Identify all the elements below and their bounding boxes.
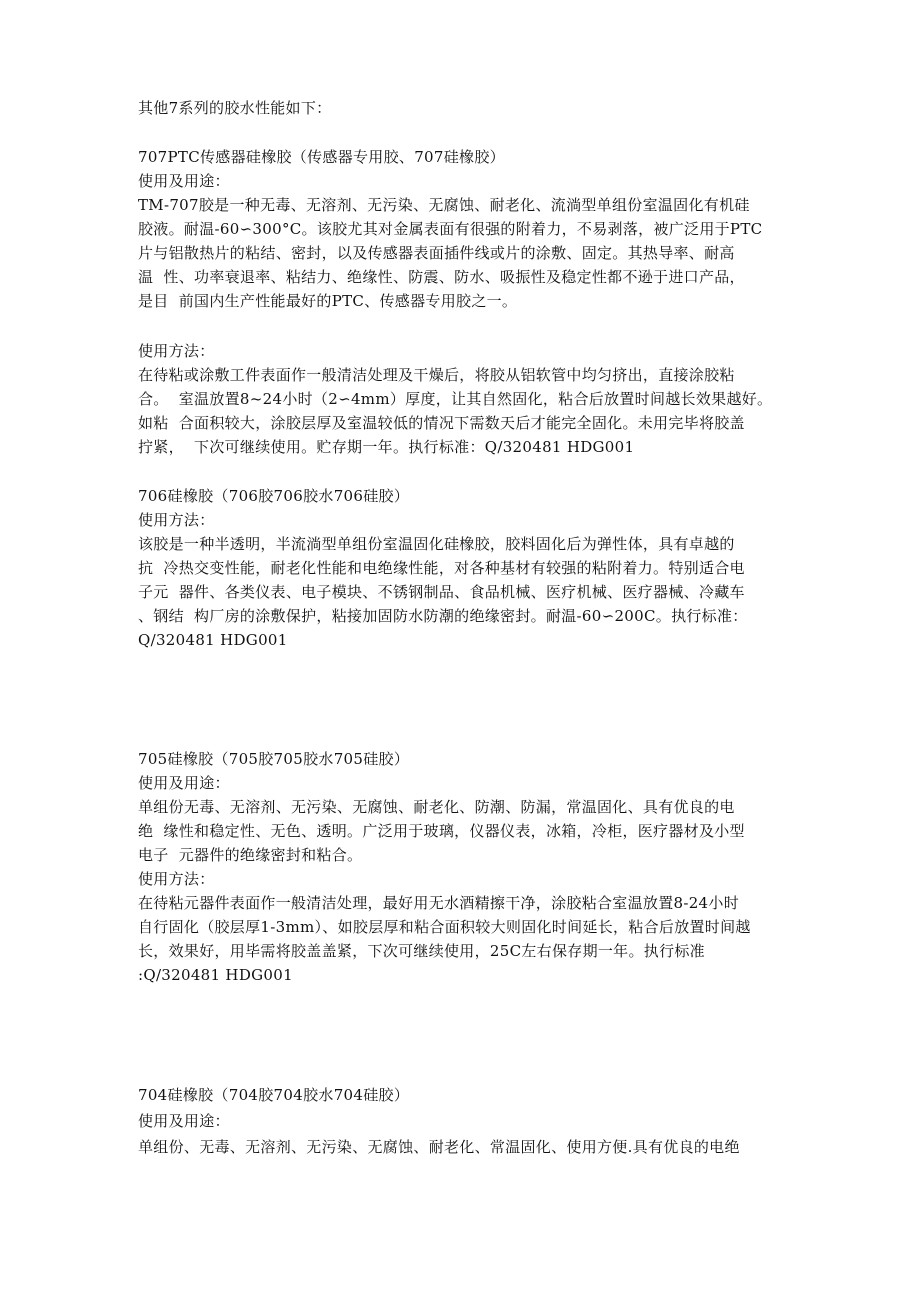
product-706-method-line: Q/320481 HDG001 <box>138 631 288 649</box>
product-704-usage-line: 单组份、无毒、无溶剂、无污染、无腐蚀、耐老化、常温固化、使用方便.具有优良的电绝 <box>138 1138 740 1156</box>
intro-line: 其他7系列的胶水性能如下： <box>138 99 332 117</box>
product-706-method-line: 子元 器件、各类仪表、电子模块、不锈钢制品、食品机械、医疗机械、医疗器械、冷藏车 <box>138 583 745 601</box>
product-705-method-line: :Q/320481 HDG001 <box>138 966 293 984</box>
product-707-usage-line: TM-707胶是一种无毒、无溶剂、无污染、无腐蚀、耐老化、流淌型单组份室温固化有机硅 <box>138 196 750 214</box>
product-707-usage-heading: 使用及用途： <box>138 172 230 190</box>
product-706-method-line: 该胶是一种半透明，半流淌型单组份室温固化硅橡胶，胶料固化后为弹性体，具有卓越的 <box>138 535 735 553</box>
product-705-method-line: 自行固化（胶层厚1-3mm）、如胶层厚和粘合面积较大则固化时间延长，粘合后放置时间越 <box>138 918 751 936</box>
product-707-method-line: 拧紧， 下次可继续使用。贮存期一年。执行标准：Q/320481 HDG001 <box>138 438 635 456</box>
product-705-usage-line: 单组份无毒、无溶剂、无污染、无腐蚀、耐老化、防潮、防漏，常温固化、具有优良的电 <box>138 798 735 816</box>
product-707-usage-line: 是目 前国内生产性能最好的PTC、传感器专用胶之一。 <box>138 292 518 310</box>
product-706-method-line: 、钢结 构厂房的涂敷保护，粘接加固防水防潮的绝缘密封。耐温-60∽200C。执行标准： <box>138 607 748 625</box>
product-707-method-line: 在待粘或涂敷工件表面作一般清洁处理及干燥后，将胶从铝软管中均匀挤出，直接涂胶粘 <box>138 366 735 384</box>
product-706-method-heading: 使用方法： <box>138 511 215 529</box>
product-705-usage-line: 电子 元器件的绝缘密封和粘合。 <box>138 846 363 864</box>
product-706-title: 706硅橡胶（706胶706胶水706硅胶） <box>138 487 410 505</box>
product-707-usage-line: 胶液。耐温-60∽300°C。该胶尤其对金属表面有很强的附着力，不易剥落，被广泛用于PTC <box>138 220 763 238</box>
product-705-method-heading: 使用方法： <box>138 870 215 888</box>
product-707-title: 707PTC传感器硅橡胶（传感器专用胶、707硅橡胶） <box>138 148 505 166</box>
product-707-method-line: 如粘 合面积较大，涂胶层厚及室温较低的情况下需数天后才能完全固化。未用完毕将胶盖 <box>138 414 745 432</box>
product-705-usage-heading: 使用及用途： <box>138 774 230 792</box>
product-704-usage-heading: 使用及用途： <box>138 1112 230 1130</box>
product-705-usage-line: 绝 缘性和稳定性、无色、透明。广泛用于玻璃，仪器仪表，冰箱，冷柜，医疗器材及小型 <box>138 822 745 840</box>
product-704-title: 704硅橡胶（704胶704胶水704硅胶） <box>138 1086 410 1104</box>
product-707-usage-line: 片与铝散热片的粘结、密封，以及传感器表面插件线或片的涂敷、固定。其热导率、耐高 <box>138 244 735 262</box>
product-705-title: 705硅橡胶（705胶705胶水705硅胶） <box>138 750 410 768</box>
product-707-method-line: 合。 室温放置8~24小时（2∽4mm）厚度，让其自然固化，粘合后放置时间越长效果越好。 <box>138 390 773 408</box>
product-707-usage-line: 温 性、功率衰退率、粘结力、绝缘性、防震、防水、吸振性及稳定性都不逊于进口产品， <box>138 268 745 286</box>
product-705-method-line: 在待粘元器件表面作一般清洁处理，最好用无水酒精擦干净，涂胶粘合室温放置8-24小时 <box>138 894 740 912</box>
product-705-method-line: 长，效果好，用毕需将胶盖盖紧，下次可继续使用，25C左右保存期一年。执行标准 <box>138 942 705 960</box>
product-706-method-line: 抗 冷热交变性能，耐老化性能和电绝缘性能，对各种基材有较强的粘附着力。特别适合电 <box>138 559 745 577</box>
product-707-method-heading: 使用方法： <box>138 342 215 360</box>
